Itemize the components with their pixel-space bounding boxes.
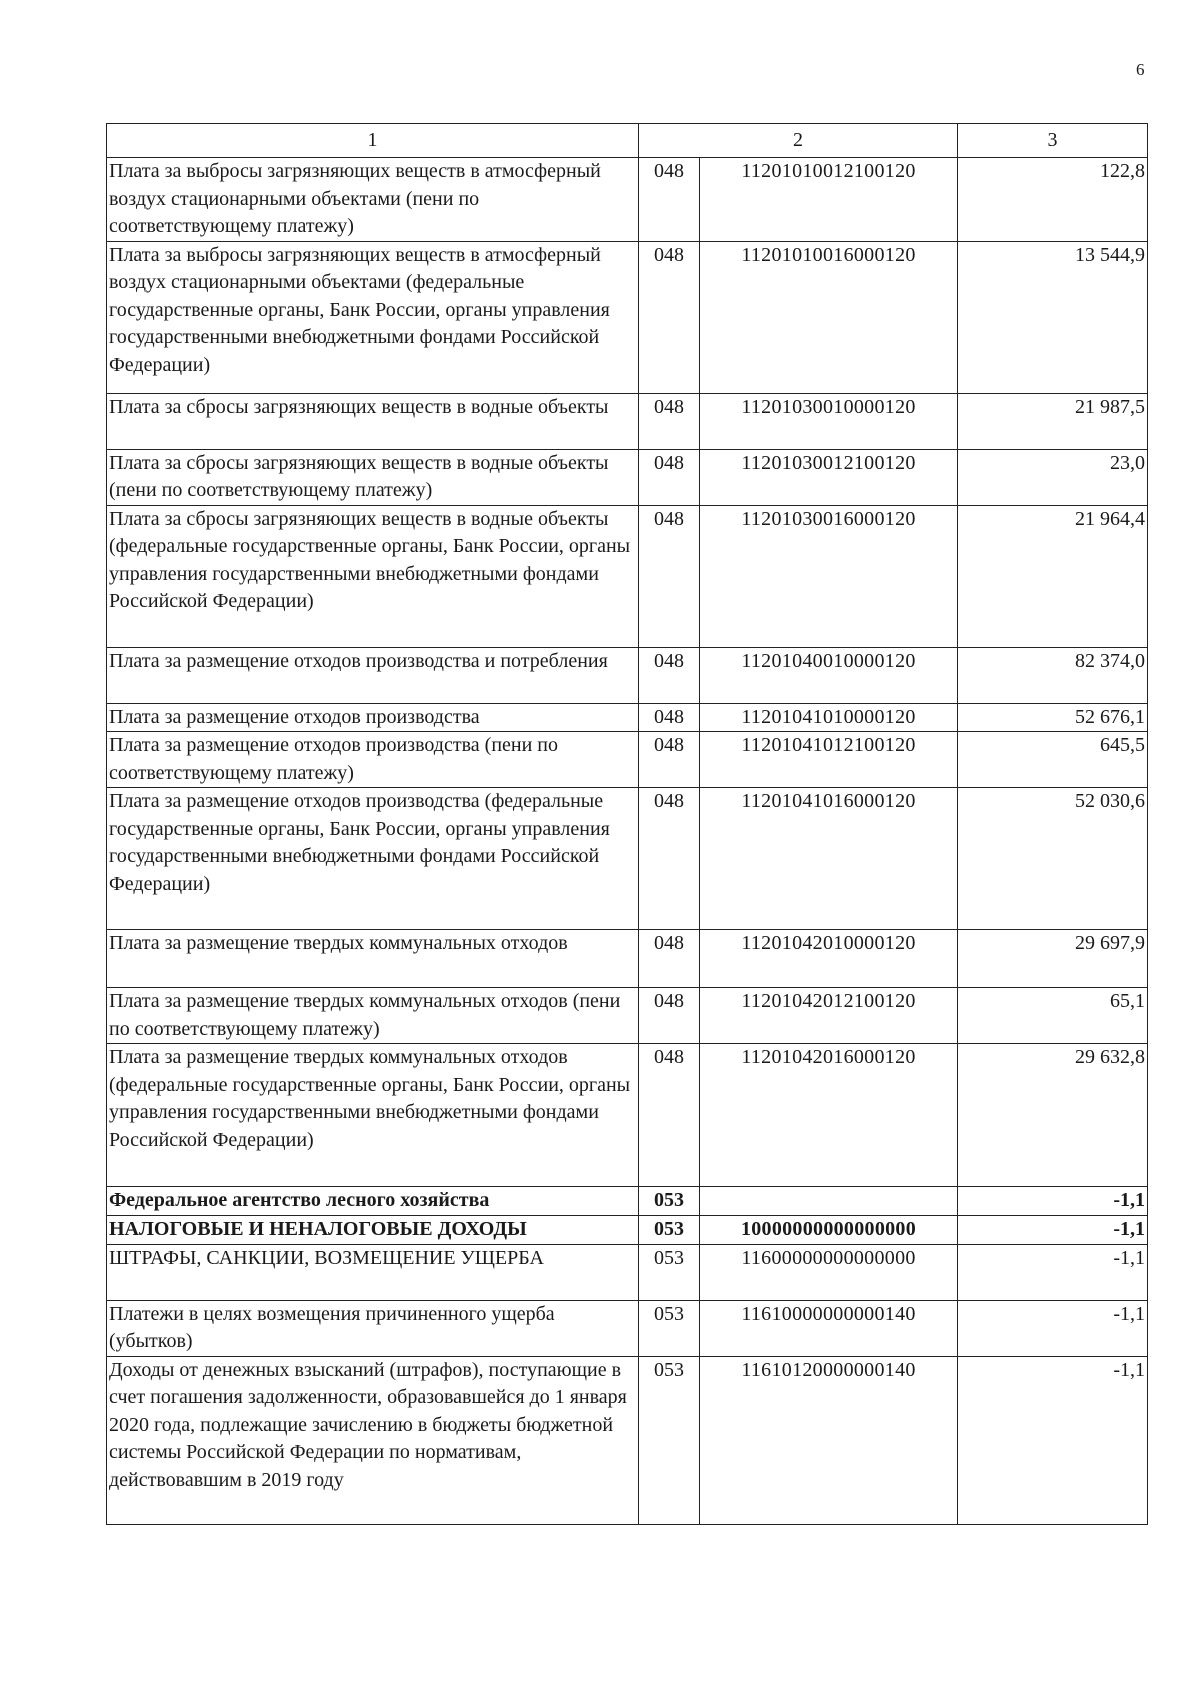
row-budget-code: 11610120000000140 bbox=[700, 1356, 958, 1524]
row-admin-code: 048 bbox=[639, 505, 700, 647]
table-row bbox=[107, 241, 1148, 393]
row-admin-code: 048 bbox=[639, 788, 700, 930]
table-row bbox=[107, 393, 1148, 449]
row-amount: 23,0 bbox=[958, 449, 1148, 505]
row-budget-code: 11201010012100120 bbox=[700, 158, 958, 242]
row-budget-code: 11201042012100120 bbox=[700, 988, 958, 1044]
table-row bbox=[107, 1300, 1148, 1356]
row-name: Плата за размещение отходов производства bbox=[107, 703, 639, 732]
page-number: 6 bbox=[1136, 60, 1145, 79]
table-row bbox=[107, 1044, 1148, 1187]
table-row bbox=[107, 1356, 1148, 1524]
row-admin-code: 053 bbox=[639, 1187, 700, 1216]
row-budget-code: 11201010016000120 bbox=[700, 241, 958, 393]
table-row bbox=[107, 449, 1148, 505]
row-name: Плата за выбросы загрязняющих веществ в атмосферный воздух стационарными объектами (пени по соответствующему платежу) bbox=[107, 158, 639, 242]
row-amount: -1,1 bbox=[958, 1187, 1148, 1216]
row-name: Плата за размещение отходов производства (пени по соответствующему платежу) bbox=[107, 732, 639, 788]
row-amount: 645,5 bbox=[958, 732, 1148, 788]
row-name: НАЛОГОВЫЕ И НЕНАЛОГОВЫЕ ДОХОДЫ bbox=[107, 1216, 639, 1245]
row-admin-code: 048 bbox=[639, 930, 700, 988]
row-admin-code: 048 bbox=[639, 647, 700, 703]
row-budget-code: 11201041016000120 bbox=[700, 788, 958, 930]
row-amount: 65,1 bbox=[958, 988, 1148, 1044]
row-admin-code: 048 bbox=[639, 732, 700, 788]
row-name: Плата за размещение твердых коммунальных отходов bbox=[107, 930, 639, 988]
table-row bbox=[107, 1244, 1148, 1300]
row-amount: -1,1 bbox=[958, 1244, 1148, 1300]
row-budget-code: 11201030012100120 bbox=[700, 449, 958, 505]
row-budget-code: 11201030010000120 bbox=[700, 393, 958, 449]
row-admin-code: 053 bbox=[639, 1244, 700, 1300]
row-budget-code: 10000000000000000 bbox=[700, 1216, 958, 1245]
row-name: Плата за сбросы загрязняющих веществ в водные объекты bbox=[107, 393, 639, 449]
row-admin-code: 048 bbox=[639, 703, 700, 732]
table-row bbox=[107, 1187, 1148, 1216]
row-amount: 52 676,1 bbox=[958, 703, 1148, 732]
row-amount: 13 544,9 bbox=[958, 241, 1148, 393]
row-name: Плата за размещение отходов производства и потребления bbox=[107, 647, 639, 703]
header-col-2: 2 bbox=[639, 124, 958, 158]
row-admin-code: 048 bbox=[639, 1044, 700, 1187]
row-budget-code: 11201042016000120 bbox=[700, 1044, 958, 1187]
row-name: Плата за размещение отходов производства (федеральные государственные органы, Банк России, органы управления государственными внебюджетными фондами Российской Федерации) bbox=[107, 788, 639, 930]
row-budget-code: 11600000000000000 bbox=[700, 1244, 958, 1300]
table-row bbox=[107, 732, 1148, 788]
row-name: Плата за сбросы загрязняющих веществ в водные объекты (федеральные государственные органы, Банк России, органы управления государственными внебюджетными фондами Российской Федерации) bbox=[107, 505, 639, 647]
row-amount: 21 964,4 bbox=[958, 505, 1148, 647]
table-row bbox=[107, 788, 1148, 930]
row-name: Плата за размещение твердых коммунальных отходов (пени по соответствующему платежу) bbox=[107, 988, 639, 1044]
row-admin-code: 048 bbox=[639, 449, 700, 505]
table-row bbox=[107, 703, 1148, 732]
header-col-3: 3 bbox=[958, 124, 1148, 158]
row-name: Плата за выбросы загрязняющих веществ в атмосферный воздух стационарными объектами (федеральные государственные органы, Банк России, органы управления государственными внебюджетными фондами Российской Федерации) bbox=[107, 241, 639, 393]
row-admin-code: 053 bbox=[639, 1216, 700, 1245]
row-name: Плата за размещение твердых коммунальных отходов (федеральные государственные органы, Банк России, органы управления государственными внебюджетными фондами Российской Федерации) bbox=[107, 1044, 639, 1187]
header-row bbox=[107, 124, 1148, 158]
row-budget-code bbox=[700, 1187, 958, 1216]
row-budget-code: 11201030016000120 bbox=[700, 505, 958, 647]
header-col-1: 1 bbox=[107, 124, 639, 158]
row-amount: -1,1 bbox=[958, 1216, 1148, 1245]
row-amount: 21 987,5 bbox=[958, 393, 1148, 449]
row-name: ШТРАФЫ, САНКЦИИ, ВОЗМЕЩЕНИЕ УЩЕРБА bbox=[107, 1244, 639, 1300]
row-name: Плата за сбросы загрязняющих веществ в водные объекты (пени по соответствующему платежу) bbox=[107, 449, 639, 505]
row-amount: 52 030,6 bbox=[958, 788, 1148, 930]
row-name: Доходы от денежных взысканий (штрафов), поступающие в счет погашения задолженности, образовавшейся до 1 января 2020 года, подлежащие зачислению в бюджеты бюджетной системы Российской Федерации по нормативам, действовавшим в 2019 году bbox=[107, 1356, 639, 1524]
row-admin-code: 048 bbox=[639, 158, 700, 242]
row-admin-code: 048 bbox=[639, 241, 700, 393]
row-amount: -1,1 bbox=[958, 1300, 1148, 1356]
row-admin-code: 053 bbox=[639, 1356, 700, 1524]
table-row bbox=[107, 988, 1148, 1044]
row-budget-code: 11201041010000120 bbox=[700, 703, 958, 732]
row-admin-code: 053 bbox=[639, 1300, 700, 1356]
row-amount: -1,1 bbox=[958, 1356, 1148, 1524]
table-row bbox=[107, 1216, 1148, 1245]
table-row bbox=[107, 647, 1148, 703]
row-amount: 29 632,8 bbox=[958, 1044, 1148, 1187]
table-row bbox=[107, 158, 1148, 242]
row-name: Платежи в целях возмещения причиненного ущерба (убытков) bbox=[107, 1300, 639, 1356]
row-name: Федеральное агентство лесного хозяйства bbox=[107, 1187, 639, 1216]
row-amount: 29 697,9 bbox=[958, 930, 1148, 988]
row-budget-code: 11610000000000140 bbox=[700, 1300, 958, 1356]
row-budget-code: 11201042010000120 bbox=[700, 930, 958, 988]
row-admin-code: 048 bbox=[639, 393, 700, 449]
revenue-table bbox=[106, 123, 1148, 1525]
table-row bbox=[107, 930, 1148, 988]
row-budget-code: 11201040010000120 bbox=[700, 647, 958, 703]
row-amount: 122,8 bbox=[958, 158, 1148, 242]
row-budget-code: 11201041012100120 bbox=[700, 732, 958, 788]
row-amount: 82 374,0 bbox=[958, 647, 1148, 703]
row-admin-code: 048 bbox=[639, 988, 700, 1044]
table-row bbox=[107, 505, 1148, 647]
